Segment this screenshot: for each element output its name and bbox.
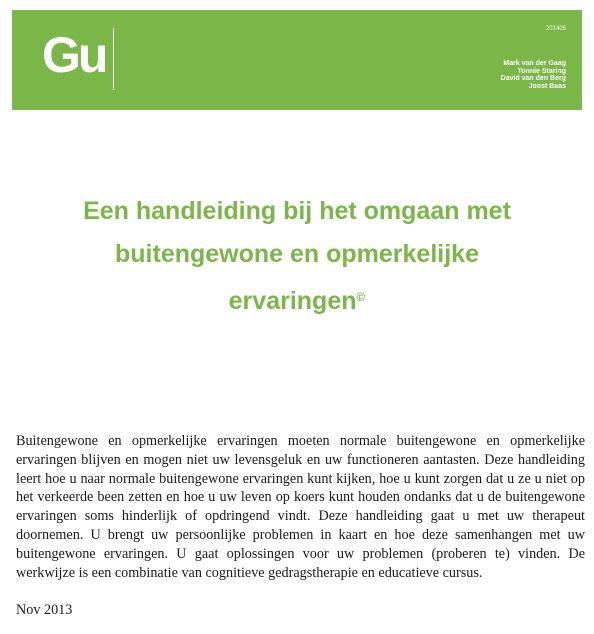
title-line-text: ervaringen: [228, 287, 357, 315]
title-line: buitengewone en opmerkelijke: [115, 240, 479, 268]
author-name: Joost Baas: [528, 82, 566, 90]
gu-logo: [42, 22, 114, 92]
title-line: Een handleiding bij het omgaan met: [83, 197, 511, 225]
logo-text: Gu: [42, 27, 106, 83]
publication-date: Nov 2013: [16, 602, 73, 618]
author-list: [501, 60, 566, 90]
copyright-symbol: ©: [356, 290, 366, 304]
title-line-last: [0, 276, 594, 323]
header-band: [12, 10, 582, 110]
document-code: 201405: [545, 26, 566, 32]
logo-divider: [113, 28, 114, 90]
author-name: Mark van der Gaag: [503, 60, 566, 67]
document-title: [0, 190, 594, 323]
intro-paragraph: Buitengewone en opmerkelijke ervaringen moeten normale buitengewone en opmerkelijke ervaringen blijven en mogen niet uw levensgeluk en uw functioneren aantasten. Deze handleiding leert hoe u naar normale buitengewone ervaringen kunt kijken, hoe u kunt zorgen dat u ze u niet op het verkeerde been zetten en hoe u uw leven op koers kunt houden ondanks dat u de buitengewone ervaringen soms hinderlijk of opdringend vindt. Deze handleiding gaat u met uw therapeut doornemen. U brengt uw persoonlijke problemen in kaart en hoe deze samenhangen met uw buitengewone ervaringen. U gaat oplossingen voor uw problemen (proberen te) vinden. De werkwijze is een combinatie van cognitieve gedragstherapie en educatieve cursus.: [16, 433, 585, 581]
author-name: Tonnie Staring: [517, 67, 566, 75]
author-name: David van den Berg: [500, 75, 566, 82]
